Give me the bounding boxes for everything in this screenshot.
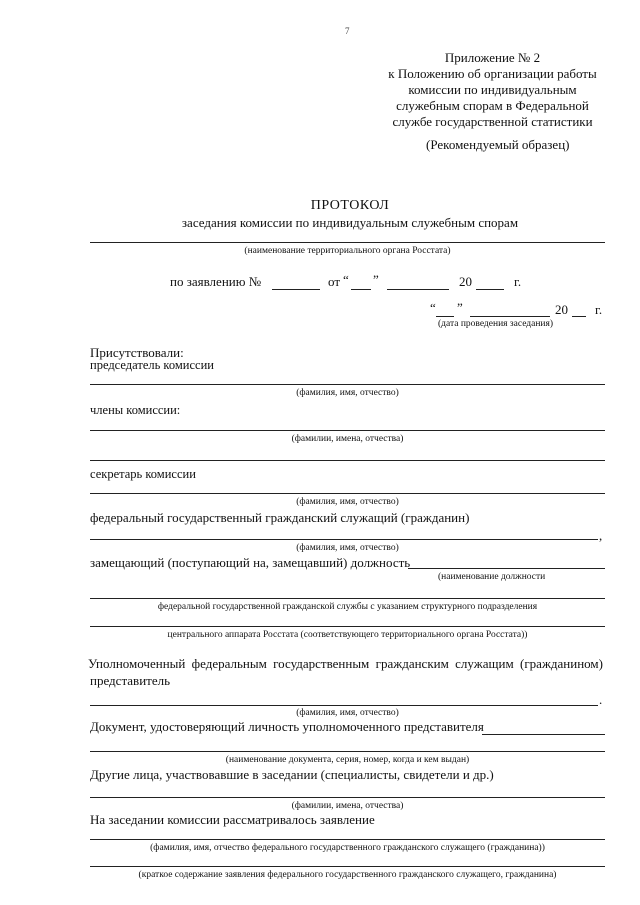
application-year-suffix: г.	[514, 274, 522, 289]
position-field[interactable]	[408, 568, 605, 569]
appendix-line-5: службе государственной статистики	[392, 114, 593, 129]
document-field[interactable]	[482, 734, 605, 735]
application-quote-close: ”	[373, 272, 379, 287]
considered-label: На заседании комиссии рассматривалось заявление	[90, 812, 375, 827]
position-caption-2: федеральной государственной гражданской службы с указанием структурного подразделения	[157, 602, 538, 612]
others-label: Другие лица, участвовавшие в заседании (специалисты, свидетели и др.)	[90, 767, 494, 782]
appendix-line-3: комиссии по индивидуальным	[408, 82, 577, 97]
application-year-prefix: 20	[459, 274, 472, 289]
secretary-field[interactable]	[90, 493, 605, 494]
meeting-date-quote-close: ”	[457, 300, 463, 315]
members-field-extra[interactable]	[90, 460, 605, 461]
servant-caption: (фамилия, имя, отчество)	[296, 543, 399, 553]
others-caption: (фамилии, имена, отчества)	[291, 801, 404, 811]
territorial-body-line[interactable]	[90, 242, 605, 243]
application-number-label: по заявлению №	[170, 274, 262, 289]
representative-field[interactable]	[90, 705, 598, 706]
secretary-label: секретарь комиссии	[90, 467, 196, 481]
appendix-line-2: к Положению об организации работы	[388, 66, 597, 81]
document-title: ПРОТОКОЛ	[310, 198, 390, 213]
representative-period: .	[599, 692, 603, 707]
appendix-line-1: Приложение № 2	[444, 50, 541, 65]
appendix-line-4: служебным спорам в Федеральной	[396, 98, 589, 113]
representative-caption: (фамилия, имя, отчество)	[296, 708, 399, 718]
chairman-caption: (фамилия, имя, отчество)	[296, 388, 399, 398]
appendix-header	[380, 50, 605, 130]
application-summary-field[interactable]	[90, 866, 605, 867]
members-label: члены комиссии:	[90, 403, 181, 417]
position-field-3[interactable]	[90, 626, 605, 627]
servant-field[interactable]	[90, 539, 598, 540]
document-label: Документ, удостоверяющий личность уполномоченного представителя	[90, 719, 484, 734]
position-label: замещающий (поступающий на, замещавший) должность	[90, 555, 411, 570]
position-caption: (наименование должности	[438, 572, 546, 582]
sample-note: (Рекомендуемый образец)	[426, 137, 570, 152]
representative-label-line2: представитель	[90, 673, 171, 688]
meeting-day-field[interactable]	[436, 316, 454, 317]
meeting-month-field[interactable]	[470, 316, 550, 317]
others-field[interactable]	[90, 797, 605, 798]
position-caption-3: центрального аппарата Росстата (соответствующего территориального органа Росстата))	[167, 630, 528, 640]
page-number: 7	[345, 26, 350, 36]
application-author-caption: (фамилия, имя, отчество федерального государственного гражданского служащего (гражданина))	[150, 843, 545, 853]
application-quote-open: “	[343, 272, 349, 287]
servant-label: федеральный государственный гражданский служащий (гражданин)	[90, 510, 470, 525]
meeting-year-field[interactable]	[572, 316, 586, 317]
application-year-field[interactable]	[476, 289, 504, 290]
meeting-date-quote-open: “	[430, 300, 436, 315]
application-summary-caption: (краткое содержание заявления федерального государственного гражданского служащего, гражданина)	[138, 870, 557, 880]
members-field[interactable]	[90, 430, 605, 431]
secretary-caption: (фамилия, имя, отчество)	[296, 497, 399, 507]
meeting-year-prefix: 20	[555, 302, 568, 317]
servant-comma: ,	[599, 528, 603, 543]
members-caption: (фамилии, имена, отчества)	[291, 434, 404, 444]
application-from-label: от	[328, 274, 341, 289]
application-month-field[interactable]	[387, 289, 449, 290]
application-author-field[interactable]	[90, 839, 605, 840]
application-number-field[interactable]	[272, 289, 320, 290]
territorial-body-caption: (наименование территориального органа Росстата)	[244, 246, 451, 256]
document-subtitle: заседания комиссии по индивидуальным служебным спорам	[181, 215, 519, 230]
chairman-label: председатель комиссии	[90, 358, 214, 372]
application-day-field[interactable]	[351, 289, 371, 290]
representative-label-line1: Уполномоченный федеральным государственным гражданским служащим (гражданином)	[88, 656, 603, 671]
chairman-field[interactable]	[90, 384, 605, 385]
document-field-2[interactable]	[90, 751, 605, 752]
document-caption: (наименование документа, серия, номер, когда и кем выдан)	[225, 755, 470, 765]
meeting-date-caption: (дата проведения заседания)	[438, 319, 554, 329]
meeting-year-suffix: г.	[595, 302, 603, 317]
present-label: Присутствовали:	[90, 345, 184, 360]
position-field-2[interactable]	[90, 598, 605, 599]
